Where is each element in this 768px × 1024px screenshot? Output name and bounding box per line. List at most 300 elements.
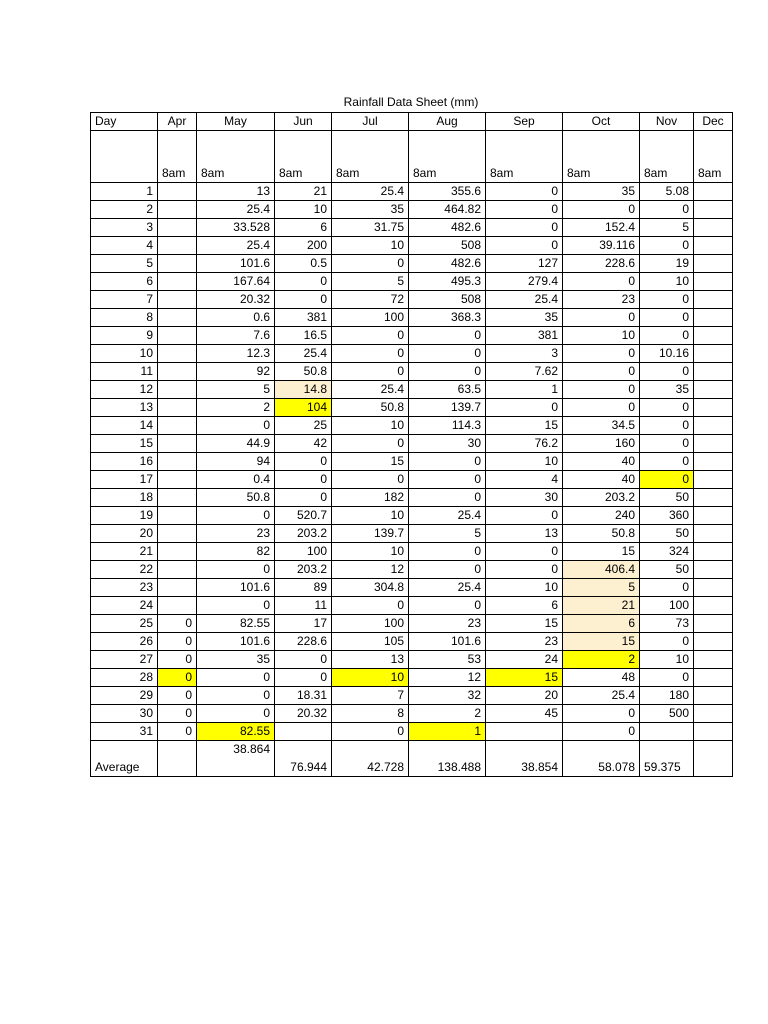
header-apr: Apr [158, 113, 197, 131]
jul-rainfall-cell: 105 [332, 633, 409, 651]
may-rainfall-cell: 0.6 [197, 309, 275, 327]
may-rainfall-cell: 25.4 [197, 201, 275, 219]
jul-rainfall-cell: 35 [332, 201, 409, 219]
sep-rainfall-cell: 10 [486, 453, 563, 471]
nov-rainfall-cell: 0 [640, 237, 694, 255]
table-row [91, 597, 733, 615]
dec-rainfall-cell [694, 273, 733, 291]
may-rainfall-cell: 7.6 [197, 327, 275, 345]
oct-rainfall-cell: 0 [563, 201, 640, 219]
may-rainfall-cell: 0 [197, 507, 275, 525]
day-cell: 7 [91, 291, 158, 309]
subheader-sep: 8am [486, 131, 563, 183]
may-rainfall-cell: 12.3 [197, 345, 275, 363]
header-nov: Nov [640, 113, 694, 131]
dec-rainfall-cell [694, 507, 733, 525]
sep-rainfall-cell: 76.2 [486, 435, 563, 453]
oct-rainfall-cell: 25.4 [563, 687, 640, 705]
table-body [91, 183, 733, 741]
average-oct: 58.078 [563, 741, 640, 777]
apr-rainfall-cell [158, 543, 197, 561]
sep-rainfall-cell: 0 [486, 399, 563, 417]
oct-rainfall-cell: 0 [563, 273, 640, 291]
may-rainfall-cell: 2 [197, 399, 275, 417]
oct-rainfall-cell: 48 [563, 669, 640, 687]
day-cell: 4 [91, 237, 158, 255]
dec-rainfall-cell [694, 525, 733, 543]
dec-rainfall-cell [694, 363, 733, 381]
oct-rainfall-cell: 21 [563, 597, 640, 615]
nov-rainfall-cell: 50 [640, 525, 694, 543]
sep-rainfall-cell: 15 [486, 669, 563, 687]
nov-rainfall-cell: 0 [640, 327, 694, 345]
oct-rainfall-cell: 34.5 [563, 417, 640, 435]
nov-rainfall-cell: 50 [640, 489, 694, 507]
dec-rainfall-cell [694, 615, 733, 633]
oct-rainfall-cell: 0 [563, 399, 640, 417]
may-rainfall-cell: 101.6 [197, 579, 275, 597]
dec-rainfall-cell [694, 579, 733, 597]
table-row [91, 345, 733, 363]
table-row [91, 291, 733, 309]
dec-rainfall-cell [694, 597, 733, 615]
oct-rainfall-cell: 203.2 [563, 489, 640, 507]
may-rainfall-cell: 33.528 [197, 219, 275, 237]
day-cell: 31 [91, 723, 158, 741]
dec-rainfall-cell [694, 561, 733, 579]
may-rainfall-cell: 0 [197, 669, 275, 687]
nov-rainfall-cell: 5 [640, 219, 694, 237]
table-row [91, 633, 733, 651]
nov-rainfall-cell: 0 [640, 633, 694, 651]
dec-rainfall-cell [694, 705, 733, 723]
sep-rainfall-cell: 0 [486, 201, 563, 219]
oct-rainfall-cell: 0 [563, 381, 640, 399]
dec-rainfall-cell [694, 417, 733, 435]
may-rainfall-cell: 101.6 [197, 255, 275, 273]
jul-rainfall-cell: 0 [332, 255, 409, 273]
header-oct: Oct [563, 113, 640, 131]
subheader-oct: 8am [563, 131, 640, 183]
apr-rainfall-cell [158, 183, 197, 201]
oct-rainfall-cell: 10 [563, 327, 640, 345]
aug-rainfall-cell: 25.4 [409, 507, 486, 525]
sep-rainfall-cell: 0 [486, 219, 563, 237]
jun-rainfall-cell: 50.8 [275, 363, 332, 381]
oct-rainfall-cell: 0 [563, 363, 640, 381]
jun-rainfall-cell: 0 [275, 273, 332, 291]
jul-rainfall-cell: 72 [332, 291, 409, 309]
may-rainfall-cell: 0 [197, 597, 275, 615]
jun-rainfall-cell: 200 [275, 237, 332, 255]
aug-rainfall-cell: 2 [409, 705, 486, 723]
sep-rainfall-cell: 4 [486, 471, 563, 489]
average-jul: 42.728 [332, 741, 409, 777]
dec-rainfall-cell [694, 687, 733, 705]
jul-rainfall-cell: 0 [332, 597, 409, 615]
may-rainfall-cell: 44.9 [197, 435, 275, 453]
sep-rainfall-cell [486, 723, 563, 741]
day-cell: 26 [91, 633, 158, 651]
dec-rainfall-cell [694, 651, 733, 669]
aug-rainfall-cell: 101.6 [409, 633, 486, 651]
day-cell: 16 [91, 453, 158, 471]
day-cell: 25 [91, 615, 158, 633]
sep-rainfall-cell: 0 [486, 561, 563, 579]
aug-rainfall-cell: 63.5 [409, 381, 486, 399]
jun-rainfall-cell: 228.6 [275, 633, 332, 651]
average-dec [694, 741, 733, 777]
sep-rainfall-cell: 0 [486, 507, 563, 525]
jul-rainfall-cell: 25.4 [332, 183, 409, 201]
nov-rainfall-cell: 0 [640, 417, 694, 435]
nov-rainfall-cell: 0 [640, 399, 694, 417]
may-rainfall-cell: 23 [197, 525, 275, 543]
apr-rainfall-cell: 0 [158, 633, 197, 651]
may-rainfall-cell: 13 [197, 183, 275, 201]
aug-rainfall-cell: 0 [409, 543, 486, 561]
may-rainfall-cell: 5 [197, 381, 275, 399]
nov-rainfall-cell: 0 [640, 309, 694, 327]
sep-rainfall-cell: 35 [486, 309, 563, 327]
apr-rainfall-cell [158, 435, 197, 453]
jun-rainfall-cell: 21 [275, 183, 332, 201]
oct-rainfall-cell: 0 [563, 723, 640, 741]
day-cell: 21 [91, 543, 158, 561]
sep-rainfall-cell: 15 [486, 615, 563, 633]
apr-rainfall-cell: 0 [158, 651, 197, 669]
aug-rainfall-cell: 508 [409, 237, 486, 255]
apr-rainfall-cell [158, 273, 197, 291]
day-cell: 2 [91, 201, 158, 219]
table-row [91, 489, 733, 507]
aug-rainfall-cell: 464.82 [409, 201, 486, 219]
subheader-apr: 8am [158, 131, 197, 183]
dec-rainfall-cell [694, 435, 733, 453]
apr-rainfall-cell [158, 219, 197, 237]
day-cell: 9 [91, 327, 158, 345]
table-row [91, 507, 733, 525]
sep-rainfall-cell: 6 [486, 597, 563, 615]
oct-rainfall-cell: 0 [563, 345, 640, 363]
jul-rainfall-cell: 15 [332, 453, 409, 471]
aug-rainfall-cell: 368.3 [409, 309, 486, 327]
jun-rainfall-cell: 25 [275, 417, 332, 435]
oct-rainfall-cell: 2 [563, 651, 640, 669]
header-jun: Jun [275, 113, 332, 131]
aug-rainfall-cell: 482.6 [409, 255, 486, 273]
may-rainfall-cell: 0.4 [197, 471, 275, 489]
aug-rainfall-cell: 1 [409, 723, 486, 741]
jul-rainfall-cell: 10 [332, 507, 409, 525]
jun-rainfall-cell: 6 [275, 219, 332, 237]
may-rainfall-cell: 101.6 [197, 633, 275, 651]
jun-rainfall-cell: 104 [275, 399, 332, 417]
apr-rainfall-cell [158, 237, 197, 255]
header-dec: Dec [694, 113, 733, 131]
sep-rainfall-cell: 3 [486, 345, 563, 363]
day-cell: 14 [91, 417, 158, 435]
day-cell: 17 [91, 471, 158, 489]
jul-rainfall-cell: 7 [332, 687, 409, 705]
subheader-aug: 8am [409, 131, 486, 183]
may-rainfall-cell: 82.55 [197, 615, 275, 633]
jun-rainfall-cell: 10 [275, 201, 332, 219]
table-row [91, 309, 733, 327]
jul-rainfall-cell: 25.4 [332, 381, 409, 399]
day-cell: 3 [91, 219, 158, 237]
may-rainfall-cell: 35 [197, 651, 275, 669]
jul-rainfall-cell: 8 [332, 705, 409, 723]
oct-rainfall-cell: 40 [563, 453, 640, 471]
may-rainfall-cell: 82 [197, 543, 275, 561]
apr-rainfall-cell [158, 381, 197, 399]
sheet-title: Rainfall Data Sheet (mm) [343, 95, 479, 109]
apr-rainfall-cell [158, 309, 197, 327]
may-rainfall-cell: 82.55 [197, 723, 275, 741]
aug-rainfall-cell: 32 [409, 687, 486, 705]
oct-rainfall-cell: 160 [563, 435, 640, 453]
aug-rainfall-cell: 0 [409, 345, 486, 363]
may-rainfall-cell: 0 [197, 417, 275, 435]
oct-rainfall-cell: 0 [563, 705, 640, 723]
average-label: Average [91, 741, 158, 777]
aug-rainfall-cell: 23 [409, 615, 486, 633]
table-row [91, 651, 733, 669]
sep-rainfall-cell: 23 [486, 633, 563, 651]
table-row [91, 183, 733, 201]
sep-rainfall-cell: 25.4 [486, 291, 563, 309]
jun-rainfall-cell: 0 [275, 669, 332, 687]
may-rainfall-cell: 167.64 [197, 273, 275, 291]
aug-rainfall-cell: 0 [409, 489, 486, 507]
apr-rainfall-cell [158, 201, 197, 219]
average-row [91, 741, 733, 777]
sep-rainfall-cell: 279.4 [486, 273, 563, 291]
oct-rainfall-cell: 15 [563, 543, 640, 561]
table-row [91, 705, 733, 723]
dec-rainfall-cell [694, 309, 733, 327]
aug-rainfall-cell: 5 [409, 525, 486, 543]
jul-rainfall-cell: 10 [332, 417, 409, 435]
jun-rainfall-cell: 18.31 [275, 687, 332, 705]
aug-rainfall-cell: 0 [409, 453, 486, 471]
apr-rainfall-cell: 0 [158, 669, 197, 687]
apr-rainfall-cell [158, 345, 197, 363]
day-cell: 18 [91, 489, 158, 507]
subheader-jul: 8am [332, 131, 409, 183]
day-cell: 27 [91, 651, 158, 669]
dec-rainfall-cell [694, 633, 733, 651]
nov-rainfall-cell: 10.16 [640, 345, 694, 363]
jun-rainfall-cell: 17 [275, 615, 332, 633]
aug-rainfall-cell: 30 [409, 435, 486, 453]
header-aug: Aug [409, 113, 486, 131]
table-row [91, 201, 733, 219]
may-rainfall-cell: 50.8 [197, 489, 275, 507]
aug-rainfall-cell: 53 [409, 651, 486, 669]
oct-rainfall-cell: 35 [563, 183, 640, 201]
jun-rainfall-cell: 16.5 [275, 327, 332, 345]
jul-rainfall-cell: 0 [332, 345, 409, 363]
aug-rainfall-cell: 0 [409, 363, 486, 381]
aug-rainfall-cell: 0 [409, 471, 486, 489]
jul-rainfall-cell: 50.8 [332, 399, 409, 417]
header-row [91, 113, 733, 131]
header-may: May [197, 113, 275, 131]
jul-rainfall-cell: 0 [332, 471, 409, 489]
aug-rainfall-cell: 508 [409, 291, 486, 309]
nov-rainfall-cell: 0 [640, 291, 694, 309]
apr-rainfall-cell: 0 [158, 705, 197, 723]
jun-rainfall-cell: 11 [275, 597, 332, 615]
jun-rainfall-cell: 0 [275, 651, 332, 669]
dec-rainfall-cell [694, 399, 733, 417]
apr-rainfall-cell [158, 471, 197, 489]
day-cell: 5 [91, 255, 158, 273]
day-cell: 6 [91, 273, 158, 291]
day-cell: 30 [91, 705, 158, 723]
nov-rainfall-cell: 0 [640, 579, 694, 597]
aug-rainfall-cell: 25.4 [409, 579, 486, 597]
rainfall-table [90, 112, 733, 777]
may-rainfall-cell: 94 [197, 453, 275, 471]
jun-rainfall-cell: 0.5 [275, 255, 332, 273]
sep-rainfall-cell: 45 [486, 705, 563, 723]
may-rainfall-cell: 25.4 [197, 237, 275, 255]
table-row [91, 327, 733, 345]
may-rainfall-cell: 0 [197, 705, 275, 723]
day-cell: 24 [91, 597, 158, 615]
table-row [91, 417, 733, 435]
nov-rainfall-cell: 500 [640, 705, 694, 723]
apr-rainfall-cell [158, 417, 197, 435]
day-cell: 29 [91, 687, 158, 705]
table-row [91, 237, 733, 255]
apr-rainfall-cell [158, 453, 197, 471]
dec-rainfall-cell [694, 291, 733, 309]
nov-rainfall-cell: 0 [640, 435, 694, 453]
sep-rainfall-cell: 15 [486, 417, 563, 435]
jul-rainfall-cell: 5 [332, 273, 409, 291]
nov-rainfall-cell: 0 [640, 471, 694, 489]
sep-rainfall-cell: 7.62 [486, 363, 563, 381]
apr-rainfall-cell [158, 327, 197, 345]
nov-rainfall-cell: 0 [640, 453, 694, 471]
sep-rainfall-cell: 24 [486, 651, 563, 669]
day-cell: 1 [91, 183, 158, 201]
sep-rainfall-cell: 0 [486, 543, 563, 561]
table-row [91, 219, 733, 237]
oct-rainfall-cell: 152.4 [563, 219, 640, 237]
day-cell: 15 [91, 435, 158, 453]
nov-rainfall-cell [640, 723, 694, 741]
oct-rainfall-cell: 40 [563, 471, 640, 489]
jun-rainfall-cell [275, 723, 332, 741]
jul-rainfall-cell: 139.7 [332, 525, 409, 543]
sep-rainfall-cell: 127 [486, 255, 563, 273]
jun-rainfall-cell: 203.2 [275, 561, 332, 579]
apr-rainfall-cell [158, 291, 197, 309]
day-cell: 19 [91, 507, 158, 525]
subheader-jun: 8am [275, 131, 332, 183]
oct-rainfall-cell: 6 [563, 615, 640, 633]
average-sep: 38.854 [486, 741, 563, 777]
time-subheader-row [91, 131, 733, 183]
dec-rainfall-cell [694, 723, 733, 741]
nov-rainfall-cell: 180 [640, 687, 694, 705]
day-cell: 12 [91, 381, 158, 399]
nov-rainfall-cell: 5.08 [640, 183, 694, 201]
dec-rainfall-cell [694, 327, 733, 345]
table-row [91, 273, 733, 291]
apr-rainfall-cell [158, 399, 197, 417]
oct-rainfall-cell: 15 [563, 633, 640, 651]
aug-rainfall-cell: 0 [409, 561, 486, 579]
aug-rainfall-cell: 355.6 [409, 183, 486, 201]
dec-rainfall-cell [694, 345, 733, 363]
jun-rainfall-cell: 0 [275, 291, 332, 309]
apr-rainfall-cell: 0 [158, 723, 197, 741]
jul-rainfall-cell: 31.75 [332, 219, 409, 237]
table-row [91, 453, 733, 471]
table-row [91, 615, 733, 633]
sep-rainfall-cell: 1 [486, 381, 563, 399]
subheader-dec: 8am [694, 131, 733, 183]
aug-rainfall-cell: 139.7 [409, 399, 486, 417]
dec-rainfall-cell [694, 381, 733, 399]
apr-rainfall-cell [158, 363, 197, 381]
table-row [91, 543, 733, 561]
dec-rainfall-cell [694, 255, 733, 273]
oct-rainfall-cell: 50.8 [563, 525, 640, 543]
table-row [91, 381, 733, 399]
sep-rainfall-cell: 13 [486, 525, 563, 543]
sep-rainfall-cell: 381 [486, 327, 563, 345]
jul-rainfall-cell: 100 [332, 615, 409, 633]
subheader-day [91, 131, 158, 183]
dec-rainfall-cell [694, 453, 733, 471]
day-cell: 8 [91, 309, 158, 327]
aug-rainfall-cell: 114.3 [409, 417, 486, 435]
oct-rainfall-cell: 0 [563, 309, 640, 327]
oct-rainfall-cell: 240 [563, 507, 640, 525]
jul-rainfall-cell: 10 [332, 543, 409, 561]
apr-rainfall-cell [158, 579, 197, 597]
oct-rainfall-cell: 228.6 [563, 255, 640, 273]
jul-rainfall-cell: 10 [332, 237, 409, 255]
jul-rainfall-cell: 0 [332, 327, 409, 345]
day-cell: 13 [91, 399, 158, 417]
apr-rainfall-cell [158, 525, 197, 543]
aug-rainfall-cell: 0 [409, 327, 486, 345]
nov-rainfall-cell: 360 [640, 507, 694, 525]
aug-rainfall-cell: 0 [409, 597, 486, 615]
aug-rainfall-cell: 482.6 [409, 219, 486, 237]
jul-rainfall-cell: 182 [332, 489, 409, 507]
jun-rainfall-cell: 0 [275, 471, 332, 489]
day-cell: 22 [91, 561, 158, 579]
sep-rainfall-cell: 30 [486, 489, 563, 507]
jun-rainfall-cell: 14.8 [275, 381, 332, 399]
nov-rainfall-cell: 100 [640, 597, 694, 615]
nov-rainfall-cell: 19 [640, 255, 694, 273]
aug-rainfall-cell: 12 [409, 669, 486, 687]
jun-rainfall-cell: 520.7 [275, 507, 332, 525]
jul-rainfall-cell: 304.8 [332, 579, 409, 597]
average-jun: 76.944 [275, 741, 332, 777]
table-row [91, 723, 733, 741]
